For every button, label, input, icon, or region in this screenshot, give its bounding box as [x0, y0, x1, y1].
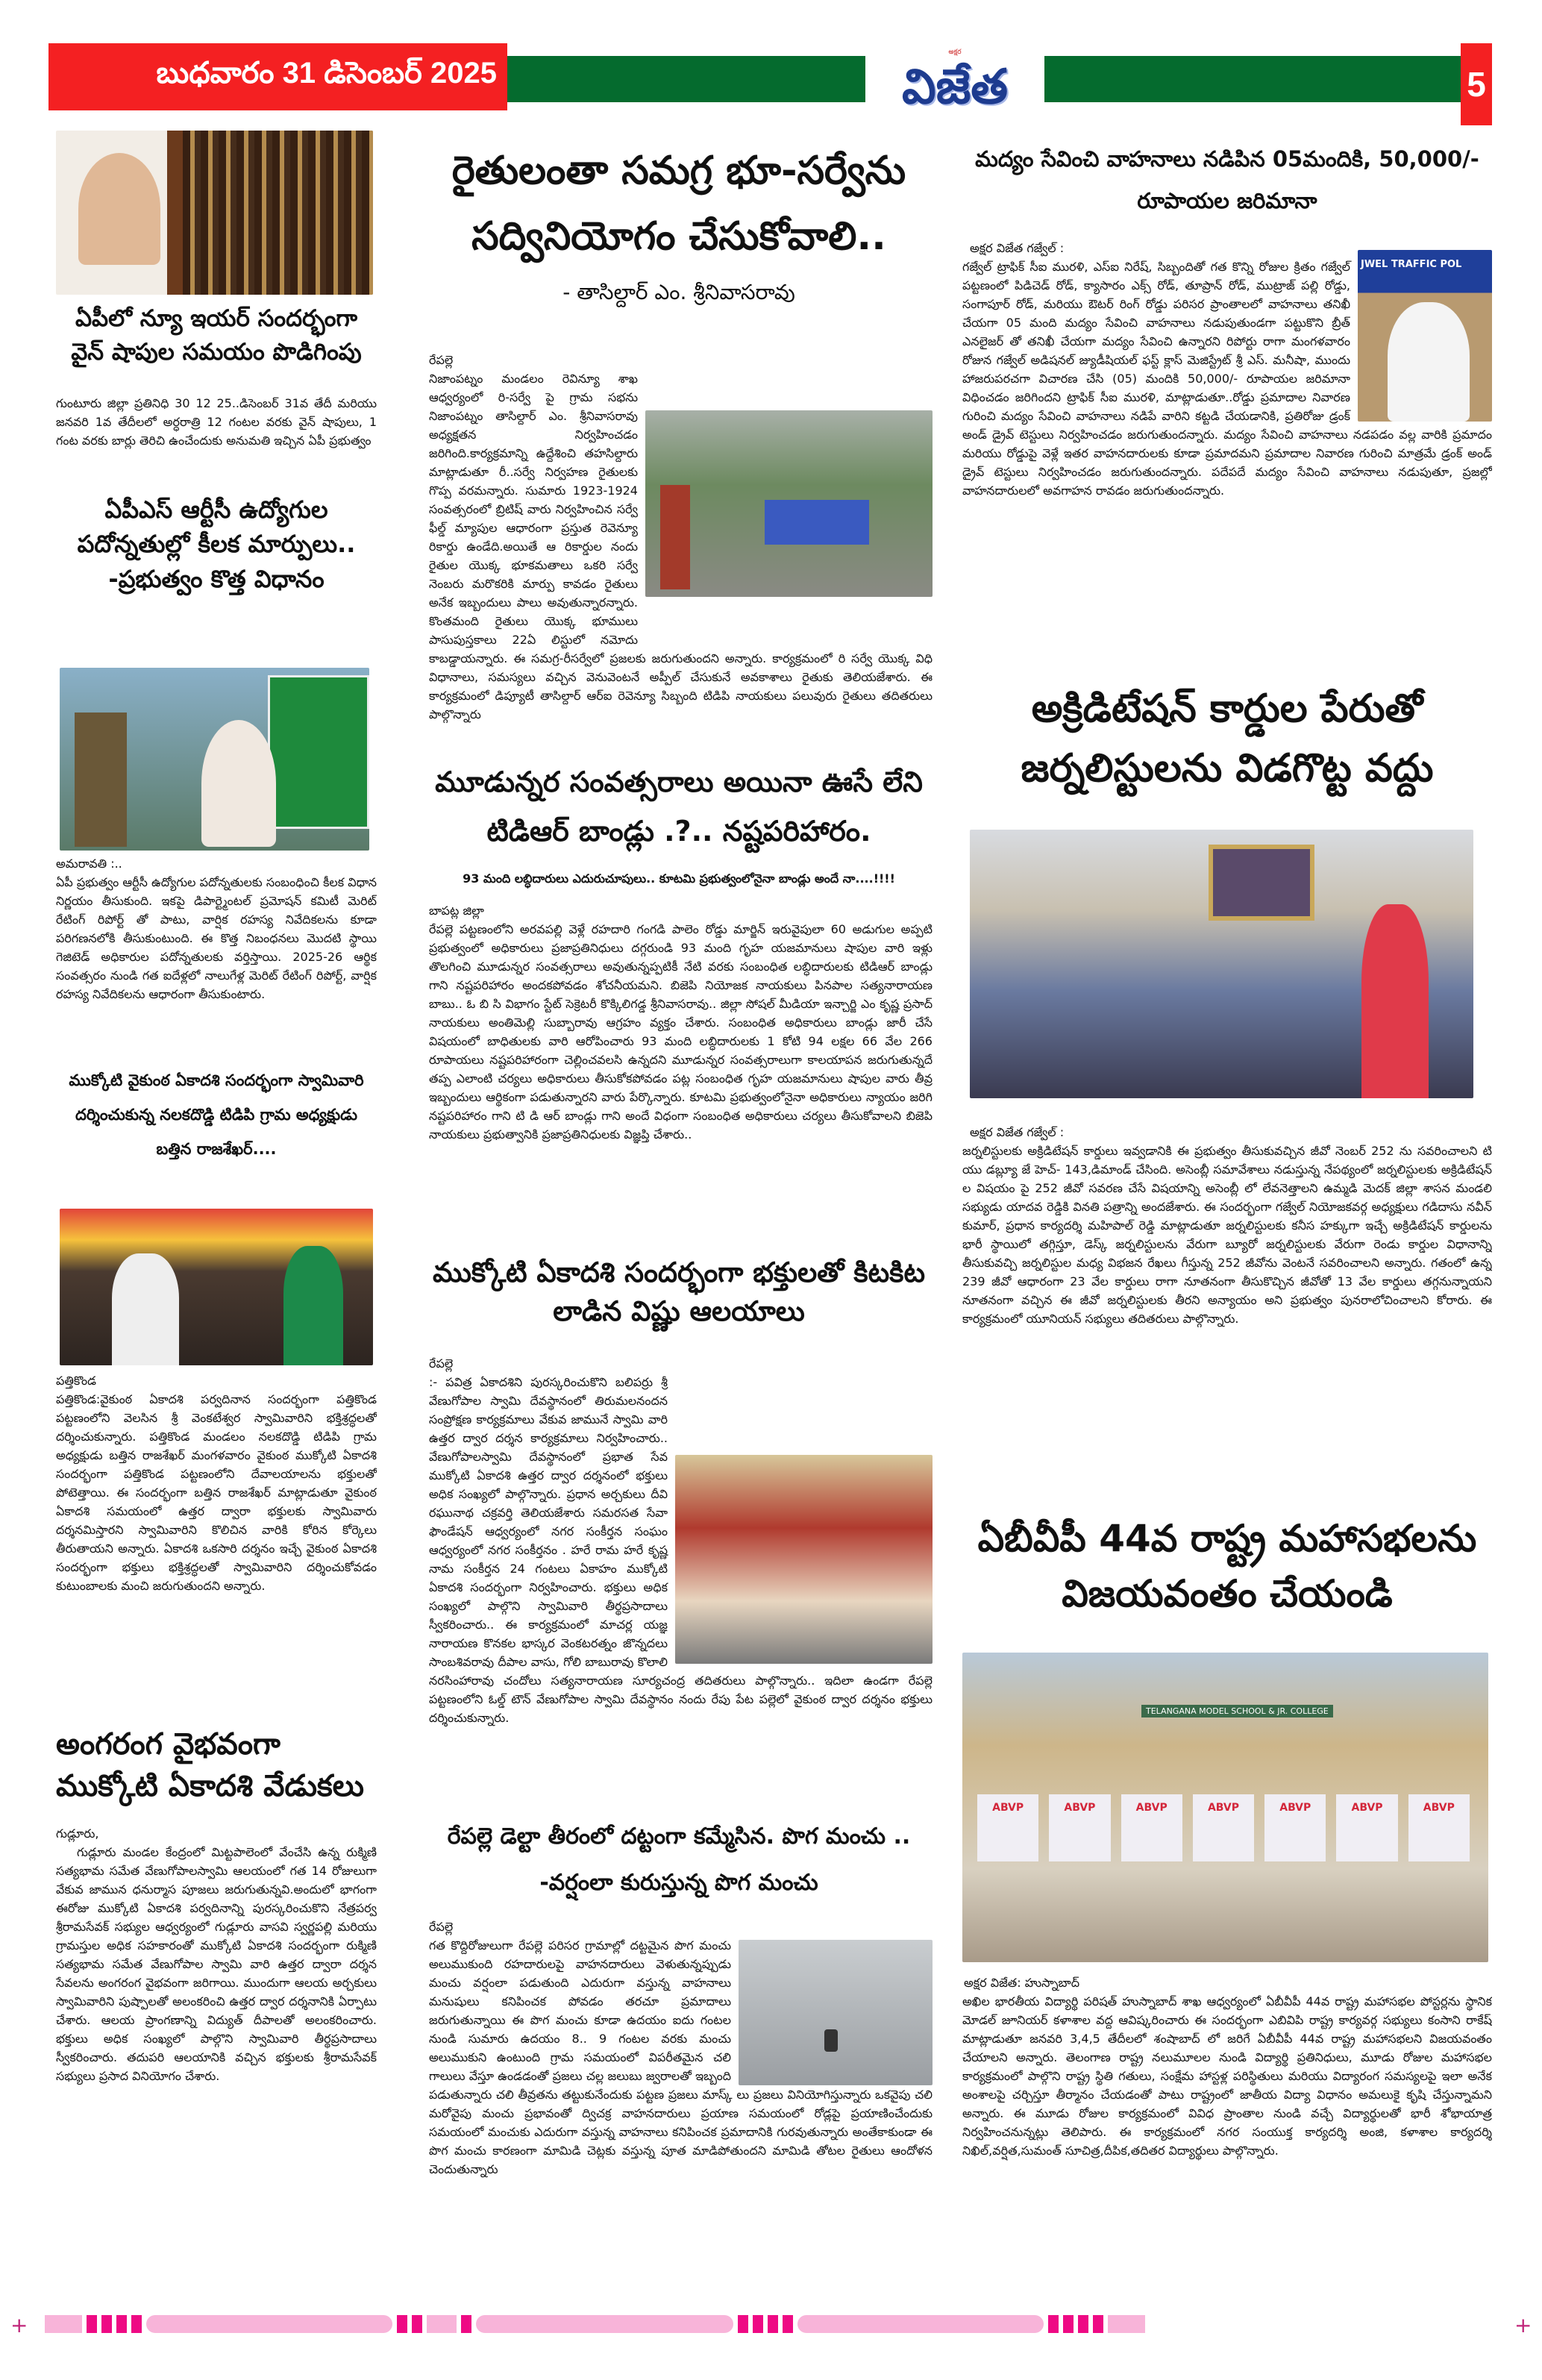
- subhead-tdr-bonds: 93 మంది లబ్ధిదారులు ఎదురుచూపులు.. కూటమి ప్రభుత్వంలోనైనా బాండ్లు అందే నా....!!!!: [463, 871, 895, 886]
- article-body-gudluru: గుడ్లూరు మండల కేంద్రంలో మిట్టపాలెంలో వేంచేసి ఉన్న రుక్మిణి సత్యభామ సమేత వేణుగోపాలస్వామి ఆలయంలో గత 14 రోజులుగా వేకువ జామున ధనుర్మాస పూజలు జరుగుతున్నవి.అందులో భాగంగా ఈరోజు ముక్కోటి ఏకాదశి పర్వదినాన్ని పురస్కరించుకొని నేత్రపర్వ శ్రీరామసేవక్ సభ్యుల ఆధ్వర్యంలో గుడ్లూరు వాసవి స్వర్ణపల్లి మరియు గ్రామస్తుల అధిక సహకారంతో ముక్కోటి ఏకాదశి సందర్భంగా రుక్మిణి సత్యభామ సమేత వేణుగోపాల స్వామి వారి ఉత్తర ద్వారా దర్శన సేవలను అంగరంగ వైభవంగా జరిగాయి. ముందుగా ఆలయ అర్చకులు స్వామివారిని పుష్పాలతో అలంకరించి ఉత్తర ద్వార దర్శనానికి ఏర్పాటు చేశారు. ఆలయ ప్రాంగణాన్ని విద్యుత్ దీపాలతో అలంకరించారు. భక్తులు అధిక సంఖ్యలో పాల్గొని స్వామివారి తీర్థప్రసాదాలు స్వీకరించారు. తదుపరి ఆలయానికి వచ్చిన భక్తులకు శ్రీరామసేవక్ సభ్యులు ప్రసాద వినియోగం చేశారు.: [56, 1845, 377, 2083]
- article-body-bhu-survey: [429, 369, 933, 746]
- abvp-poster: ABVP: [1336, 1794, 1397, 1861]
- dateline-bapatla: బాపట్ల జిల్లా: [429, 904, 484, 918]
- headline-vaikunta-ekadasi-nalakadoddi: ముక్కోటి వైకుంఠ ఏకాదశి సందర్భంగా స్వామివారి దర్శించుకున్న నలకదొడ్డి టిడిపి గ్రామ అధ్యక్షుడు బత్తిన రాజశేఖర్....: [69, 1071, 364, 1159]
- header-green-band: [1044, 56, 1461, 102]
- header-green-band: [507, 56, 865, 102]
- page-number: 5: [1461, 43, 1492, 125]
- abvp-poster: ABVP: [1193, 1794, 1254, 1861]
- headline-drunk-driving-fine: మద్యం సేవించి వాహనాలు నడిపిన 05మందికి, 50,000/- రూపాయల జరిమానా: [975, 146, 1479, 213]
- abvp-poster: ABVP: [1121, 1794, 1182, 1861]
- abvp-poster: ABVP: [1264, 1794, 1326, 1861]
- abvp-poster: ABVP: [1049, 1794, 1110, 1861]
- logo-prefix: అక్షర: [948, 48, 962, 56]
- photo-float-spacer: [638, 410, 933, 642]
- headline-fog-repalle: రేపల్లె డెల్టా తీరంలో దట్టంగా కమ్మేసిన. పొగ మంచు ..: [447, 1823, 911, 1850]
- article-body-drunk-driving: [962, 257, 1492, 660]
- headline-vishnu-temples: ముక్కోటి ఏకాదశి సందర్భంగా భక్తులతో కిటకిట లాడిన విష్ణు ఆలయాలు: [432, 1256, 926, 1327]
- dateline-repalle-3: రేపల్లె: [429, 1920, 454, 1934]
- byline-tahsildar: - తాసిల్దార్ ఎం. శ్రీనివాసరావు: [562, 280, 795, 304]
- article-body-accreditation: జర్నలిస్టులకు అక్రిడిటేషన్ కార్డులు ఇవ్వడానికి ఈ ప్రభుత్వం తీసుకువచ్చిన జీవో నెంబర్ 252 ను సవరించాలని టి యు డబ్ల్యూ జే హెచ్- 143,డిమాండ్ చేసింది. అసెంబ్లీ సమావేశాలు నడుస్తున్న నేపథ్యంలో జర్నలిస్టులకు అక్రిడిటేషన్ ల విషయం పై 252 జీవో సవరణ చేసే విషయాన్ని అసెంబ్లీ లో లేవనెత్తాలని ఉమ్మడి మెదక్ జిల్లా శాసన మండలి సభ్యుడు యాదవ రెడ్డికి వినతి పత్రాన్ని అందజేశారు. ఈ సందర్భంగా గజ్వేల్ నియోజకవర్గ అధ్యక్షులు గడిదాసు నవీన్ కుమార్, ప్రధాన కార్యదర్శి మహిపాల్ రెడ్డి మాట్లాడుతూ జర్నలిస్టులకు కనీస హక్కుగా ఇచ్చే అక్రిడిటేషన్ కార్డులను భారీ స్థాయిలో తగ్గిస్తూ, డెస్క్ జర్నలిస్టులను వేరుగా బ్యూరో జర్నలిస్టులకు వేరుగా రెండు కార్డుల విధానాన్ని తీసుకువచ్చి జర్నలిస్టుల మధ్య విభజన రేఖలు గీస్తున్న 252 జీవోను వెంటనే సవరించాలని అన్నారు. గతంలో ఉన్న 239 జీవో ఆధారంగా 23 వేల కార్డులు రాగా నూతనంగా తీసుకొచ్చిన జీవోతో 13 వేల కార్డులు తగ్గనున్నాయని నూతనంగా వచ్చిన ఈ జీవో జర్నలిస్టులకు తీరని అన్యాయం అని ప్రభుత్వం పునరాలోచించాలని కోరారు. ఈ కార్యక్రమంలో యూనియన్ సభ్యులు తదితరులు పాల్గొన్నారు.: [962, 1144, 1492, 1326]
- photo-sign-text: JWEL TRAFFIC POL: [1361, 259, 1462, 270]
- headline-bhu-survey: రైతులంతా సమగ్ర భూ-సర్వేను సద్వినియోగం చేసుకోవాలి..: [451, 148, 906, 259]
- photo-float-spacer: [668, 1455, 933, 1671]
- subhead-fog-repalle: -వర్షంలా కురుస్తున్న పొగ మంచు: [539, 1870, 818, 1896]
- date-banner: [48, 43, 507, 110]
- photo-journalists-group: [970, 830, 1473, 1098]
- photo-float-spacer: [1350, 257, 1492, 425]
- article-body-abvp: అఖిల భారతీయ విద్యార్థి పరిషత్ హుస్నాబాద్ శాఖ ఆధ్వర్యంలో ఏబీవీపీ 44వ రాష్ట్ర మహాసభల పోస్టర్లను స్థానిక మోడల్ జూనియర్ కళాశాల వద్ద ఆవిష్కరించారు ఈ సందర్భంగా ఎబివిపి రాష్ట్ర కార్యవర్గ సభ్యులు కంసాని రాకేష్ మాట్లాడుతూ జనవరి 3,4,5 తేదీలలో శంషాబాద్ లో జరిగే ఏబీవీపీ 44వ రాష్ట్ర మహాసభలని విజయవంతం చేయాలని అన్నారు. తెలంగాణ రాష్ట్ర నలుమూలల నుండి విద్యార్థి ప్రతినిధులు, మూడు రోజుల మహాసభల కార్యక్రమంలో పాల్గొని రాష్ట్ర స్థితి గతులు, సంక్షేమ హాస్టళ్ల పరిస్థితులు మరియు విద్యారంగ సమస్యలపై ఇలా అనేక అంశాలపై చర్చిస్తూ తీర్మానం చేయడంతో పాటు రాష్ట్రంలో జాతీయ విద్యా విధానం అమలుకై కృషి చేస్తున్నామని అన్నారు. ఈ మూడు రోజుల కార్యక్రమంలో వివిధ ప్రాంతాల నుండి వచ్చే విద్యార్థులతో భారీ శోభాయాత్ర నిర్వహించనున్నట్లు తెలిపారు. ఈ కార్యక్రమంలో నగర సంయుక్త కార్యదర్శి అంజి, కళాశాల కార్యదర్శి నిఖిల్,వర్షిత,సుమంత్ సూచిత్ర,దీపిక,తదితర విద్యార్థులు పాల్గొన్నారు.: [962, 1994, 1492, 2158]
- issue-date: బుధవారం 31 డిసెంబర్ 2025: [156, 56, 497, 90]
- photo-float-spacer: [731, 1936, 933, 2085]
- abvp-poster: ABVP: [1408, 1794, 1470, 1861]
- headline-abvp-mahasabha: ఏబీవీపీ 44వ రాష్ట్ర మహాసభలను విజయవంతం చేయండి: [977, 1517, 1477, 1615]
- banner-text: TELANGANA MODEL SCHOOL & JR. COLLEGE: [1141, 1705, 1333, 1717]
- article-text-vishnu-temples: :- పవిత్ర ఏకాదశిని పురస్కరించుకొని బలిపర్రు శ్రీ వేణుగోపాల స్వామి దేవస్థానంలో తిరుమలనందన సంప్రోక్షణ కార్యక్రమాలు వేకువ జామునే స్వామి వారి ఉత్తర ద్వార దర్శన కార్యక్రమాలు నిర్వహించారు.. వేణుగోపాలస్వామి దేవస్థానంలో ప్రభాత సేవ ముక్కోటి ఏకాదశి ఉత్తర ద్వార దర్శనంలో భక్తులు అధిక సంఖ్యలో పాల్గొన్నారు. ప్రధాన అర్చకులు దీవి రఘునాథ చక్రవర్తి తెలియజేశారు సమరసత సేవా ఫౌండేషన్ ఆధ్వర్యంలో నగర సంకీర్తన సంఘం ఆధ్వర్యంలో నగర సంకీర్తనం . హరే రామ హరే కృష్ణ నామ సంకీర్తన 24 గంటలు ఏకాహం ముక్కోటి ఏకాదశి సందర్భంగా నిర్వహించారు. భక్తులు అధిక సంఖ్యలో పాల్గొని స్వామివారి తీర్థప్రసాదాలు స్వీకరించారు.. ఈ కార్యక్రమంలో మాచర్ల యజ్ఞ నారాయణ కొనకల భాస్కర వెంకటరత్నం జొన్నదలు సాంబశివరావు దీపాల వాసు, గోలి బాబురావు కొలాలి నరసింహారావు చందోలు సత్యనారాయణ సూర్యచంద్ర తదితరులు పాల్గొన్నారు.. ఇదిలా ఉండగా రేపల్లె పట్టణంలోని ఓల్డ్ టౌన్ వేణుగోపాల స్వామి దేవస్థానం నందు రేపు పేట పల్లెలో వైకుంఠ ద్వార దర్శనం భక్తులు దర్శించుకున్నారు.: [429, 1375, 933, 1725]
- photo-apsrtc-bus: [60, 668, 369, 851]
- dateline-gudluru: గుడ్లూరు,: [56, 1826, 99, 1841]
- headline-accreditation-cards: అక్రిడిటేషన్ కార్డుల పేరుతో జర్నలిస్టులను విడగొట్ట వద్దు: [1021, 686, 1434, 791]
- dateline-repalle-1: రేపల్లె: [429, 353, 454, 367]
- registration-mark-right: +: [1514, 2313, 1532, 2337]
- dateline-husnabad: అక్షర విజేత: హుస్నాబాద్: [964, 1976, 1079, 1990]
- article-text-drunk-driving: గజ్వేల్ ట్రాఫిక్ సీఐ మురళి, ఎస్ఐ నిరేష్, సిబ్బందితో గత కొన్ని రోజుల క్రితం గజ్వేల్ పట్టణంలో పిడిచెడ్ రోడ్, క్యాసారం ఎక్స్ రోడ్, తూప్రాన్ రోడ్, ముట్రాజ్ పల్లి రోడ్డు, సంగాపూర్ రోడ్, మరియు ఔటర్ రింగ్ రోడ్డు పరిసర ప్రాంతాలలో వాహనాలు తనిఖీ చేయగా 05 మంది మద్యం సేవించి వాహనాలు నడుపుతుండగా పట్టుకొని బ్రీత్ ఎనలైజర్ తో తనిఖీ చేయగా మద్యం సేవించి ఉన్నారని రిపోర్టు రాగా మంగళవారం రోజున గజ్వేల్ అడిషనల్ జ్యుడీషియల్ ఫస్ట్ క్లాస్ మెజిస్ట్రేట్ శ్రీ ఎస్. మనీషా, ముందు హాజరుపరచగా విచారణ చేసి (05) మందికి 50,000/- రూపాయల జరిమానా విధించడం జరిగిందని ట్రాఫిక్ సీఐ మురళి, మాట్లాడుతూ..రోడ్డు ప్రమాదాల నివారణ గురించి మద్యం సేవించి వాహనాలు నడిపే వారిని కట్టడి చేయడానికి, ప్రతిరోజు డ్రంక్ అండ్ డ్రైవ్ టెస్టులు నిర్వహించడం జరుగుతుందన్నారు. మద్యం సేవించి వాహనాలు నడపడం వల్ల వారికి ప్రమాదం మరియు రోడ్డుపై వెళ్లే ఇతర వాహనదారులకు కూడా ప్రమాదమని ప్రమాదాల నివారణ గురించి మాత్రమే డ్రంక్ అండ్ డ్రైవ్ టెస్టులు నిర్వహించడం జరుగుతుందన్నారు. పదేపదే మద్యం సేవించి వాహనాలు నడుపుతూ, ప్రజల్లో వాహనదారులలో అవగాహన రావడం జరుగుతుందన్నారు.: [962, 260, 1492, 498]
- article-body-apsrtc: ఏపీ ప్రభుత్వం ఆర్టీసీ ఉద్యోగుల పదోన్నతులకు సంబంధించి కీలక విధాన నిర్ణయం తీసుకుంది. ఇకపై డిపార్ట్మెంటల్ ప్రమోషన్ కమిటీ మెరిట్ రేటింగ్ రిపోర్ట్ తో పాటు, వార్షిక రహస్య నివేదికలను కూడా పరిగణనలోకి తీసుకుంటుంది. ఈ కొత్త నిబంధనలు మొదటి స్థాయి గెజిటెడ్ అధికారుల పదోన్నతులకు వర్తిస్తాయి. 2025-26 ఆర్థిక సంవత్సరం నుండి గత ఐదేళ్లలో నాలుగేళ్ల మెరిట్ రేటింగ్ రిపోర్ట్, వార్షిక రహస్య నివేదికలను ఆధారంగా తీసుకుంటారు.: [56, 875, 377, 1001]
- abvp-poster: ABVP: [977, 1794, 1038, 1861]
- photo-temple-darshan: [60, 1209, 373, 1365]
- article-body-pattikonda: పత్తికొండ:వైకుంఠ ఏకాదశి పర్వదినాన సందర్భంగా పత్తికొండ పట్టణంలోని వెలసిన శ్రీ వెంకటేశ్వర స్వామివారిని భక్తిశ్రద్ధలతో దర్శించుకున్నారు. పత్తికొండ మండలం నలకదొడ్డి టిడిపి గ్రామ అధ్యక్షుడు బత్తిన రాజశేఖర్ మంగళవారం వైకుంఠ ముక్కోటి ఏకాదశి సందర్భంగా పత్తికొండ పట్టణంలోని దేవాలయాలను భక్తులతో పోటెత్తాయి. ఈ సందర్భంగా బత్తిన రాజశేఖర్ మాట్లాడుతూ వైకుంఠ ఏకాదశి సమయంలో ఉత్తర ద్వారా భక్తులకు స్వామివారు దర్శనమిస్తారని స్వామివారిని కొలిచిన వారికి కోరిన కోర్కెలు తీరుతాయని అన్నారు. ఏకాదశి ఒకసారి దర్శనం ఇచ్చే వైకుంఠ ఏకాదశి సందర్భంగా భక్తులు భక్తిశ్రద్ధలతో స్వామివారిని దర్శించుకోవడం కుటుంబాలకు మంచి జరుగుతుందని అన్నారు.: [56, 1392, 377, 1593]
- article-text-bhu-survey: నిజాంపట్నం మండలం రెవిన్యూ శాఖ ఆధ్వర్యంలో రి-సర్వే పై గ్రామ సభను నిజాంపట్నం తాసిల్దార్ ఎం. శ్రీనివాసరావు అధ్యక్షతన నిర్వహించడం జరిగింది.కార్యక్రమాన్ని ఉద్దేశించి తహసిల్దారు మాట్లాడుతూ రీ..సర్వే నిర్వహణ రైతులకు గొప్ప వరమన్నారు. సుమారు 1923-1924 సంవత్సరంలో బ్రిటిష్ వారు నిర్వహించిన సర్వే ఫీల్డ్ మ్యాపుల ఆధారంగా ప్రస్తుత రెవెన్యూ రికార్డు ఉండేది.అయితే ఆ రికార్డుల నందు రైతుల యొక్క భూకమతాలు ఒకరి సర్వే నెంబరు మరొకరికి మార్పు కావడం రైతులు అనేక ఇబ్బందులు పాలు అవుతున్నారన్నారు. కొంతమంది రైతులు యొక్క భూములు పాసుపుస్తకాలు 22ఏ లిస్టులో నమోదు కాబడ్డాయన్నారు. ఈ సమగ్ర-రీసర్వేలో ప్రజలకు జరుగుతుందని అన్నారు. కార్యక్రమంలో రి సర్వే యొక్క విధి విధానాలు, సమస్యలు వచ్చిన వెనువెంటనే అప్పీల్ చేసుకునే అవకాశాలు రైతుకు తెలియజేశారు. ఈ కార్యక్రమంలో డిప్యూటీ తాసిల్దార్ ఆర్ఐ రెవెన్యూ సిబ్బంది టిడిపి నాయకులు పలువురు రైతులు తదితరులు పాల్గొన్నారు: [429, 372, 933, 721]
- article-body-fog-repalle: [429, 1936, 933, 2182]
- headline-angaranga-vaibhavanga: అంగరంగ వైభవంగా ముక్కోటి ఏకాదశి వేడుకలు: [56, 1727, 365, 1803]
- headline-wine-shop-timings: ఏపీలో న్యూ ఇయర్ సందర్భంగా వైన్ షాపుల సమయం పొడిగింపు: [71, 305, 362, 366]
- photo-cm-wine-shop: [56, 131, 373, 295]
- article-body-vishnu-temples: [429, 1373, 933, 1809]
- article-text-fog-repalle: గత కొద్దిరోజులుగా రేపల్లె పరిసర గ్రామాల్లో దట్టమైన పొగ మంచు అలుముకుంది రహదారులపై వాహనదారులు వెళుతున్నప్పుడు మంచు వర్షంలా పడుతుంది ఎదురుగా వస్తున్న వాహనాలు మనుషులు కనిపించక పోవడం తరచూ ప్రమాదాలు జరుగుతున్నాయి ఈ పొగ మంచు కూడా ఉదయం ఐదు గంటల నుండి సుమారు ఉదయం 8.. 9 గంటల వరకు మంచు అలుముకుని ఉంటుంది గ్రామ సమయంలో విపరీతమైన చలి గాలులు వేస్తూ ఉండడంతో ప్రజలు చల్ల జలుబు జ్వరాలతో ఇబ్బంది పడుతున్నారు చలి తీవ్రతను తట్టుకునేందుకు పట్టణ ప్రజలు మాస్క్ లు ప్రజలు వినియోగిస్తున్నారు ఒకవైపు చలి మరోవైపు మంచు ప్రభావంతో ద్విచక్ర వాహనదారులు ప్రయాణ సమయంలో రోడ్లపై ప్రయాణించేందుకు సమయంలో మంచుకు ఎదురుగా వస్తున్న వాహనాలు కనిపించక ప్రమాదానికి గురవుతున్నారు అంతేకాకుండా ఈ పొగ మంచు కారణంగా మామిడి చెట్లకు వస్తున్న పూత మాడిపోతుందని మామిడి తోటల రైతులు ఆందోళన చెందుతున్నారు: [429, 1938, 933, 2176]
- dateline-repalle-2: రేపల్లె: [429, 1356, 454, 1371]
- article-body-tdr-bonds: రేపల్లె పట్టణంలోని అరవపల్లి వెళ్లే రహదారి గంగడి పాలెం రోడ్డు మార్జిన్ ఇరువైపులా 60 అడుగుల అప్పటి ప్రభుత్వంలో అధికారులు ప్రజాప్రతినిధులు దగ్గరుండి 93 మంది గృహ యజమానులు షాపుల వారి ఇళ్లు తొలగించి మూడున్నర సంవత్సరాలు అవుతున్నప్పటికీ నేటి వరకు సంబంధిత లబ్ధిదారులకు టిడిఆర్ బాండ్లు గాని నష్టపరిహారం అందకపోవడం శోచనీయమని. బిజెపి నియోజక నాయకులు పినపాల సత్యనారాయణ బాబు.. ఓ బి సి విభాగం స్టేట్ సెక్రెటరీ కొక్కిలిగడ్డ శ్రీనివాసరావు.. జిల్లా సోషల్ మీడియా ఇన్చార్జి ఎం కృష్ణ ప్రసాద్ నాయకులు అంతిమెల్లి సుబ్బారావు ఆగ్రహం వ్యక్తం చేశారు. సంబంధిత అధికారులు బాండ్లు జారీ చేసే విషయంలో బాధితులకు వారి ఆరోపించారు 93 మంది లబ్ధిదారులకు 1 కోటి 94 లక్షల 66 వేల 266 రూపాయలు నష్టపరిహారంగా చెల్లించవలసి ఉన్నదని మూడున్నర సంవత్సరాలుగా కాలయాపన జరుగుతున్నదే తప్ప ఎలాంటి చర్యలు అధికారులు తీసుకోకపోవడం పట్ల సంబంధిత గృహ యజమానులు షాపుల వారు తీవ్ర ఇబ్బందులు ఆర్థికంగా పడుతున్నారని వారు పేర్కొన్నారు. కూటమి ప్రభుత్వంలోనైనా అధికారులు న్యాయం జరిగి నష్టపరిహారం గాని టి డి ఆర్ బాండ్లు గాని అందే విధంగా సంబంధిత అధికారులు చర్యలు తీసుకోవాలని బిజెపి నాయకులు ప్రభుత్వానికి ప్రజాప్రతినిధులకు విజ్ఞప్తి చేశారు..: [429, 922, 933, 1142]
- footer-color-bar: [45, 2313, 1499, 2335]
- dateline-pattikonda: పత్తికొండ: [56, 1374, 96, 1388]
- headline-apsrtc-promotions: ఏపీఎస్ ఆర్టీసీ ఉద్యోగుల పదోన్నతుల్లో కీలక మార్పులు.. -ప్రభుత్వం కొత్త విధానం: [77, 495, 356, 593]
- dateline-gajwel-1: అక్షర విజేత గజ్వేల్ :: [970, 241, 1065, 255]
- photo-abvp-posters: [962, 1653, 1488, 1962]
- masthead-logo: [865, 48, 1044, 145]
- logo-title: విజేత: [901, 60, 1009, 115]
- dateline-gajwel-2: అక్షర విజేత గజ్వేల్ :: [970, 1125, 1065, 1139]
- dateline-amaravati: అమరావతి :..: [56, 857, 122, 871]
- headline-tdr-bonds: మూడున్నర సంవత్సరాలు అయినా ఊసే లేని టిడిఆర్ బాండ్లు .?.. నష్టపరిహారం.: [435, 765, 923, 848]
- registration-mark-left: +: [10, 2313, 28, 2337]
- article-body-wine-shop: గుంటూరు జిల్లా ప్రతినిధి 30 12 25..డిసెంబర్ 31వ తేదీ మరియు జనవరి 1వ తేదీలలో అర్ధరాత్రి 12 గంటల వరకు వైన్ షాపులు, 1 గంట వరకు బార్లు తెరిచి ఉంచేందుకు అనుమతి ఇచ్చిన ఏపీ ప్రభుత్వం: [56, 396, 377, 448]
